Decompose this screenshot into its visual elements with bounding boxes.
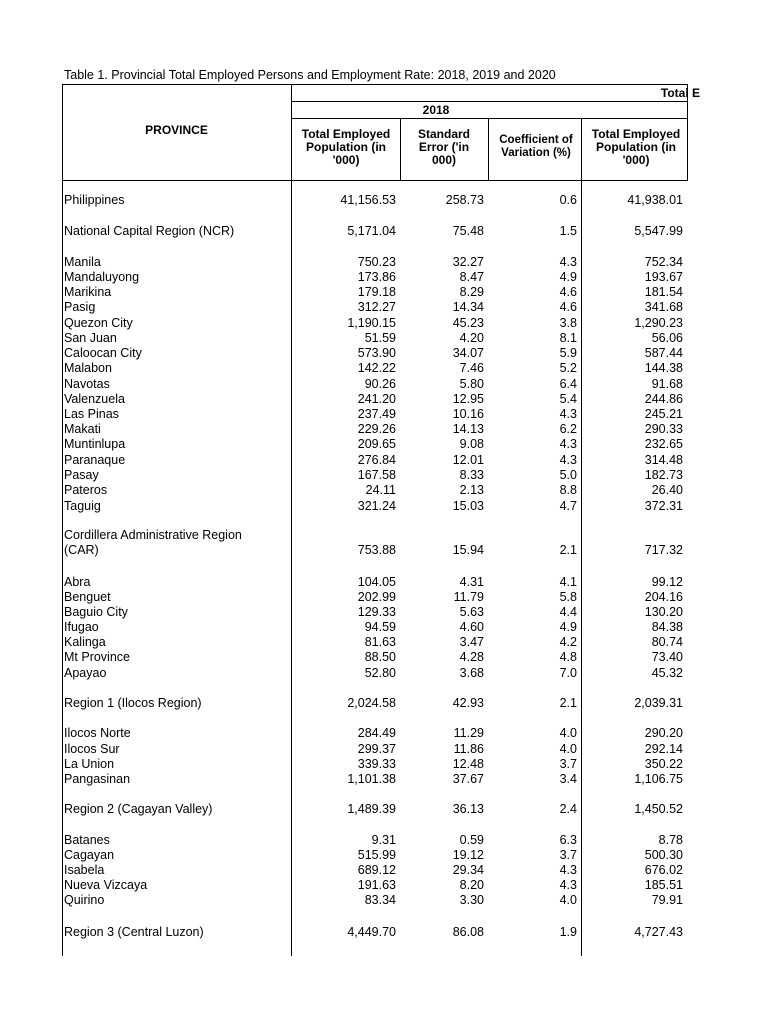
- coefficient-variation-cell: 4.2: [559, 635, 577, 649]
- province-name: Benguet: [64, 590, 111, 604]
- province-name: Cordillera Administrative Region: [64, 528, 242, 542]
- province-name: Las Pinas: [64, 407, 119, 421]
- province-name: Region 2 (Cagayan Valley): [64, 802, 213, 816]
- employed-next-cell: 290.33: [644, 422, 683, 436]
- employed-2018-cell: 41,156.53: [340, 193, 396, 207]
- employed-next-cell: 244.86: [644, 392, 683, 406]
- col4-header: Total Employed Population (in '000): [591, 127, 681, 167]
- province-name: Pasig: [64, 300, 96, 314]
- table-row: [0, 453, 768, 468]
- table-row: [0, 483, 768, 498]
- employed-next-cell: 245.21: [644, 407, 683, 421]
- employed-next-cell: 73.40: [651, 650, 683, 664]
- employed-2018-cell: 753.88: [357, 543, 396, 557]
- employed-next-cell: 341.68: [644, 300, 683, 314]
- coefficient-variation-cell: 6.2: [559, 422, 577, 436]
- province-name: Paranaque: [64, 453, 126, 467]
- employed-next-cell: 500.30: [644, 848, 683, 862]
- standard-error-cell: 8.29: [459, 285, 484, 299]
- employed-next-cell: 1,450.52: [634, 802, 683, 816]
- employed-next-cell: 84.38: [651, 620, 683, 634]
- table-row: [0, 377, 768, 392]
- table-row: [0, 193, 768, 208]
- coefficient-variation-cell: 1.5: [559, 224, 577, 238]
- province-name: Quezon City: [64, 316, 133, 330]
- employed-2018-cell: 9.31: [371, 833, 396, 847]
- coefficient-variation-cell: 8.1: [559, 331, 577, 345]
- year-header: 2018: [422, 103, 450, 117]
- employed-next-cell: 204.16: [644, 590, 683, 604]
- employed-2018-cell: 52.80: [364, 666, 396, 680]
- coefficient-variation-cell: 5.8: [559, 590, 577, 604]
- group-header: Total E: [660, 86, 700, 100]
- province-name: Quirino: [64, 893, 105, 907]
- province-name: National Capital Region (NCR): [64, 224, 235, 238]
- col2-header: Standard Error ('in 000): [417, 127, 470, 167]
- employed-next-cell: 4,727.43: [634, 925, 683, 939]
- coefficient-variation-cell: 4.7: [559, 499, 577, 513]
- employed-2018-cell: 94.59: [364, 620, 396, 634]
- standard-error-cell: 8.33: [459, 468, 484, 482]
- employed-2018-cell: 129.33: [357, 605, 396, 619]
- employed-2018-cell: 750.23: [357, 255, 396, 269]
- employed-next-cell: 182.73: [644, 468, 683, 482]
- coefficient-variation-cell: 4.9: [559, 620, 577, 634]
- coefficient-variation-cell: 4.4: [559, 605, 577, 619]
- coefficient-variation-cell: 2.4: [559, 802, 577, 816]
- coefficient-variation-cell: 4.1: [559, 575, 577, 589]
- standard-error-cell: 4.28: [459, 650, 484, 664]
- standard-error-cell: 7.46: [459, 361, 484, 375]
- employed-next-cell: 314.48: [644, 453, 683, 467]
- province-name: Malabon: [64, 361, 112, 375]
- employed-2018-cell: 142.22: [357, 361, 396, 375]
- employed-2018-cell: 202.99: [357, 590, 396, 604]
- employed-2018-cell: 1,190.15: [347, 316, 396, 330]
- province-header: PROVINCE: [145, 123, 208, 137]
- table-row: [0, 666, 768, 681]
- table-row: [0, 878, 768, 893]
- employed-2018-cell: 299.37: [357, 742, 396, 756]
- employed-2018-cell: 173.86: [357, 270, 396, 284]
- employed-2018-cell: 689.12: [357, 863, 396, 877]
- standard-error-cell: 11.29: [453, 726, 484, 740]
- standard-error-cell: 11.79: [453, 590, 484, 604]
- employed-next-cell: 372.31: [644, 499, 683, 513]
- employed-2018-cell: 284.49: [357, 726, 396, 740]
- standard-error-cell: 12.48: [452, 757, 484, 771]
- table-row: [0, 224, 768, 239]
- standard-error-cell: 75.48: [452, 224, 484, 238]
- coefficient-variation-cell: 3.7: [559, 757, 577, 771]
- employed-next-cell: 1,106.75: [634, 772, 683, 786]
- employed-2018-cell: 229.26: [357, 422, 396, 436]
- employed-2018-cell: 339.33: [357, 757, 396, 771]
- table-row: [0, 300, 768, 315]
- employed-next-cell: 99.12: [651, 575, 683, 589]
- standard-error-cell: 37.67: [452, 772, 484, 786]
- table-row: [0, 635, 768, 650]
- coefficient-variation-cell: 8.8: [559, 483, 577, 497]
- province-name: Pasay: [64, 468, 99, 482]
- employed-next-cell: 1,290.23: [634, 316, 683, 330]
- employed-next-cell: 130.20: [644, 605, 683, 619]
- table-row: [0, 270, 768, 285]
- table-row: [0, 757, 768, 772]
- table-row: [0, 392, 768, 407]
- province-name: Marikina: [64, 285, 112, 299]
- table-row: [0, 772, 768, 787]
- employed-next-cell: 144.38: [644, 361, 683, 375]
- standard-error-cell: 15.03: [452, 499, 484, 513]
- standard-error-cell: 8.20: [459, 878, 484, 892]
- standard-error-cell: 5.80: [459, 377, 484, 391]
- coefficient-variation-cell: 4.6: [559, 285, 577, 299]
- table-row: [0, 650, 768, 665]
- coefficient-variation-cell: 5.4: [559, 392, 577, 406]
- table-row: [0, 316, 768, 331]
- employed-2018-cell: 1,489.39: [347, 802, 396, 816]
- standard-error-cell: 29.34: [452, 863, 484, 877]
- coefficient-variation-cell: 4.0: [559, 726, 577, 740]
- employed-2018-cell: 88.50: [364, 650, 396, 664]
- province-name: Philippines: [64, 193, 125, 207]
- employed-2018-cell: 90.26: [364, 377, 396, 391]
- table-row: [0, 575, 768, 590]
- coefficient-variation-cell: 4.6: [559, 300, 577, 314]
- employed-2018-cell: 5,171.04: [347, 224, 396, 238]
- table-row: [0, 620, 768, 635]
- employed-next-cell: 8.78: [658, 833, 683, 847]
- employed-next-cell: 193.67: [644, 270, 683, 284]
- province-name: Cagayan: [64, 848, 115, 862]
- table-row: [0, 361, 768, 376]
- province-name: Valenzuela: [64, 392, 125, 406]
- coefficient-variation-cell: 4.3: [559, 453, 577, 467]
- table-row: [0, 422, 768, 437]
- province-name: Mandaluyong: [64, 270, 140, 284]
- employed-next-cell: 232.65: [644, 437, 683, 451]
- employed-2018-cell: 179.18: [357, 285, 396, 299]
- table-row: [0, 863, 768, 878]
- employed-2018-cell: 24.11: [365, 483, 396, 497]
- standard-error-cell: 3.30: [459, 893, 484, 907]
- province-name-continued: (CAR): [64, 543, 99, 557]
- coefficient-variation-cell: 4.9: [559, 270, 577, 284]
- table-row: [0, 255, 768, 270]
- standard-error-cell: 32.27: [452, 255, 484, 269]
- employed-next-cell: 41,938.01: [627, 193, 683, 207]
- standard-error-cell: 4.31: [459, 575, 484, 589]
- province-name: Isabela: [64, 863, 105, 877]
- coefficient-variation-cell: 4.0: [559, 742, 577, 756]
- standard-error-cell: 0.59: [459, 833, 484, 847]
- standard-error-cell: 86.08: [452, 925, 484, 939]
- employed-next-cell: 717.32: [644, 543, 683, 557]
- employed-next-cell: 56.06: [651, 331, 683, 345]
- employed-2018-cell: 237.49: [357, 407, 396, 421]
- coefficient-variation-cell: 5.0: [559, 468, 577, 482]
- coefficient-variation-cell: 7.0: [559, 666, 577, 680]
- province-name: La Union: [64, 757, 115, 771]
- standard-error-cell: 15.94: [452, 543, 484, 557]
- standard-error-cell: 45.23: [452, 316, 484, 330]
- employed-next-cell: 80.74: [651, 635, 683, 649]
- province-name: Muntinlupa: [64, 437, 126, 451]
- standard-error-cell: 4.20: [459, 331, 484, 345]
- coefficient-variation-cell: 4.0: [559, 893, 577, 907]
- coefficient-variation-cell: 1.9: [559, 925, 577, 939]
- province-name: Manila: [64, 255, 101, 269]
- province-name: Nueva Vizcaya: [64, 878, 148, 892]
- employed-next-cell: 185.51: [644, 878, 683, 892]
- province-name: Navotas: [64, 377, 110, 391]
- table-row: [0, 742, 768, 757]
- employed-next-cell: 91.68: [651, 377, 683, 391]
- province-name: Pangasinan: [64, 772, 131, 786]
- standard-error-cell: 42.93: [452, 696, 484, 710]
- standard-error-cell: 8.47: [459, 270, 484, 284]
- employed-next-cell: 45.32: [651, 666, 683, 680]
- table-row: [0, 605, 768, 620]
- coefficient-variation-cell: 6.3: [559, 833, 577, 847]
- employed-2018-cell: 104.05: [357, 575, 396, 589]
- employed-next-cell: 79.91: [651, 893, 683, 907]
- employed-2018-cell: 191.63: [357, 878, 396, 892]
- table-row: [0, 437, 768, 452]
- coefficient-variation-cell: 3.8: [559, 316, 577, 330]
- employed-2018-cell: 321.24: [357, 499, 396, 513]
- standard-error-cell: 3.47: [459, 635, 484, 649]
- employed-2018-cell: 51.59: [364, 331, 396, 345]
- coefficient-variation-cell: 6.4: [559, 377, 577, 391]
- standard-error-cell: 36.13: [452, 802, 484, 816]
- employed-next-cell: 2,039.31: [634, 696, 683, 710]
- standard-error-cell: 258.73: [445, 193, 484, 207]
- employed-next-cell: 26.40: [651, 483, 683, 497]
- standard-error-cell: 4.60: [459, 620, 484, 634]
- province-name: Makati: [64, 422, 101, 436]
- employed-2018-cell: 81.63: [364, 635, 396, 649]
- province-name: Region 3 (Central Luzon): [64, 925, 204, 939]
- standard-error-cell: 5.63: [459, 605, 484, 619]
- coefficient-variation-cell: 4.3: [559, 407, 577, 421]
- employed-next-cell: 752.34: [644, 255, 683, 269]
- employed-2018-cell: 209.65: [357, 437, 396, 451]
- col3-header: Coefficient of Variation (%): [499, 134, 573, 159]
- col1-header: Total Employed Population (in '000): [301, 127, 391, 167]
- table-row: [0, 528, 768, 558]
- employed-2018-cell: 515.99: [357, 848, 396, 862]
- employed-2018-cell: 276.84: [357, 453, 396, 467]
- employed-next-cell: 587.44: [644, 346, 683, 360]
- standard-error-cell: 12.01: [452, 453, 484, 467]
- table-row: [0, 802, 768, 817]
- table-row: [0, 833, 768, 848]
- province-name: Mt Province: [64, 650, 130, 664]
- table-row: [0, 468, 768, 483]
- coefficient-variation-cell: 4.3: [559, 437, 577, 451]
- employed-2018-cell: 2,024.58: [347, 696, 396, 710]
- table-row: [0, 726, 768, 741]
- coefficient-variation-cell: 0.6: [559, 193, 577, 207]
- coefficient-variation-cell: 2.1: [559, 543, 577, 557]
- employed-next-cell: 676.02: [644, 863, 683, 877]
- coefficient-variation-cell: 5.9: [559, 346, 577, 360]
- province-name: Batanes: [64, 833, 110, 847]
- employed-next-cell: 350.22: [644, 757, 683, 771]
- employed-2018-cell: 241.20: [357, 392, 396, 406]
- province-name: Pateros: [64, 483, 108, 497]
- table-row: [0, 499, 768, 514]
- coefficient-variation-cell: 5.2: [559, 361, 577, 375]
- coefficient-variation-cell: 4.8: [559, 650, 577, 664]
- province-name: Taguig: [64, 499, 101, 513]
- province-name: Ilocos Norte: [64, 726, 131, 740]
- employed-2018-cell: 83.34: [364, 893, 396, 907]
- standard-error-cell: 34.07: [452, 346, 484, 360]
- table-row: [0, 696, 768, 711]
- coefficient-variation-cell: 3.7: [559, 848, 577, 862]
- standard-error-cell: 2.13: [459, 483, 484, 497]
- coefficient-variation-cell: 3.4: [559, 772, 577, 786]
- province-name: Ifugao: [64, 620, 99, 634]
- standard-error-cell: 10.16: [452, 407, 484, 421]
- standard-error-cell: 14.34: [452, 300, 484, 314]
- province-name: Apayao: [64, 666, 107, 680]
- province-name: San Juan: [64, 331, 117, 345]
- coefficient-variation-cell: 4.3: [559, 255, 577, 269]
- province-name: Baguio City: [64, 605, 128, 619]
- standard-error-cell: 3.68: [459, 666, 484, 680]
- employed-2018-cell: 573.90: [357, 346, 396, 360]
- table-row: [0, 590, 768, 605]
- table-row: [0, 331, 768, 346]
- coefficient-variation-cell: 4.3: [559, 878, 577, 892]
- table-caption: Table 1. Provincial Total Employed Persons and Employment Rate: 2018, 2019 and 2020: [64, 68, 556, 82]
- table-row: [0, 848, 768, 863]
- employed-2018-cell: 4,449.70: [347, 925, 396, 939]
- table-row: [0, 407, 768, 422]
- standard-error-cell: 11.86: [453, 742, 484, 756]
- employed-2018-cell: 1,101.38: [347, 772, 396, 786]
- province-name: Abra: [64, 575, 91, 589]
- table-row: [0, 285, 768, 300]
- coefficient-variation-cell: 4.3: [559, 863, 577, 877]
- standard-error-cell: 14.13: [452, 422, 484, 436]
- standard-error-cell: 19.12: [452, 848, 484, 862]
- coefficient-variation-cell: 2.1: [559, 696, 577, 710]
- employed-next-cell: 290.20: [644, 726, 683, 740]
- employed-next-cell: 181.54: [644, 285, 683, 299]
- table-row: [0, 925, 768, 940]
- province-name: Ilocos Sur: [64, 742, 120, 756]
- employed-next-cell: 5,547.99: [634, 224, 683, 238]
- table-row: [0, 346, 768, 361]
- province-name: Caloocan City: [64, 346, 142, 360]
- employed-next-cell: 292.14: [644, 742, 683, 756]
- employed-2018-cell: 167.58: [357, 468, 396, 482]
- province-name: Kalinga: [64, 635, 106, 649]
- table-row: [0, 893, 768, 908]
- province-name: Region 1 (Ilocos Region): [64, 696, 202, 710]
- standard-error-cell: 12.95: [452, 392, 484, 406]
- employed-2018-cell: 312.27: [357, 300, 396, 314]
- standard-error-cell: 9.08: [459, 437, 484, 451]
